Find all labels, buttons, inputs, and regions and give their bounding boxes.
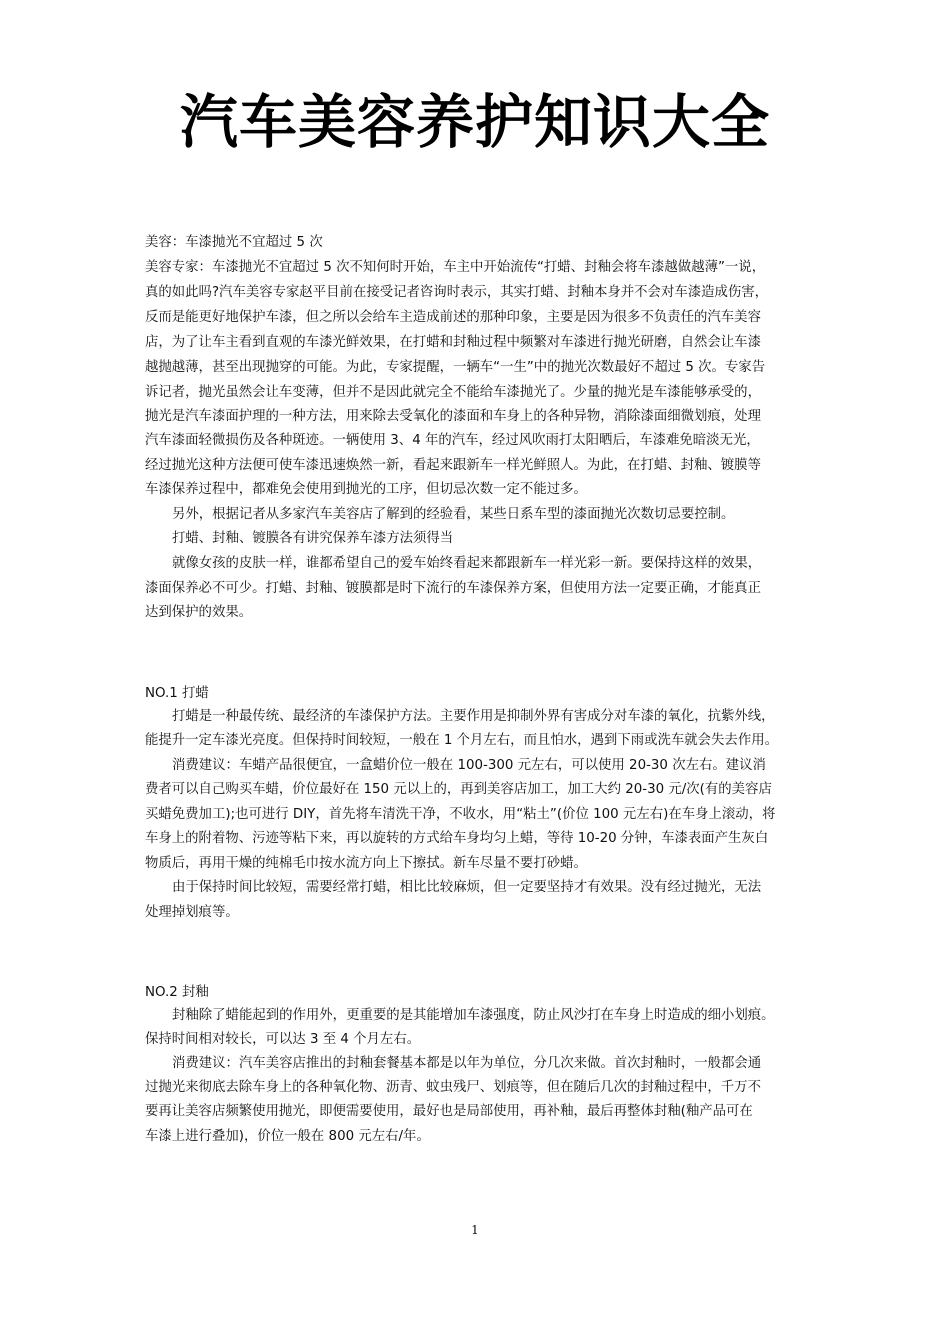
- paragraph-line: 店，为了让车主看到直观的车漆光鲜效果，在打蜡和封釉过程中频繁对车漆进行抛光研磨，自然会让车漆: [145, 335, 761, 350]
- paragraph-line: 诉记者，抛光虽然会让车变薄，但并不是因此就完全不能给车漆抛光了。少量的抛光是车漆能够承受的，: [145, 385, 761, 400]
- paragraph-line: 买蜡免费加工);也可进行 DIY，首先将车清洗干净，不收水，用“粘土”(价位 100 元左右)在车身上滚动，将: [145, 807, 776, 822]
- paragraph-line: 抛光是汽车漆面护理的一种方法，用来除去受氧化的漆面和车身上的各种异物，消除漆面细微划痕，处理: [145, 409, 761, 424]
- paragraph-line: 漆面保养必不可少。打蜡、封釉、镀膜都是时下流行的车漆保养方案，但使用方法一定要正确，才能真正: [145, 581, 761, 596]
- paragraph-line: 另外，根据记者从多家汽车美容店了解到的经验看，某些日系车型的漆面抛光次数切忌要控制。: [172, 507, 735, 522]
- paragraph-line: 消费建议：车蜡产品很便宜，一盒蜡价位一般在 100-300 元左右，可以使用 20-30 次左右。建议消: [172, 758, 766, 773]
- paragraph-line: 经过抛光这种方法便可使车漆迅速焕然一新，看起来跟新车一样光鲜照人。为此，在打蜡、封釉、镀膜等: [145, 458, 761, 473]
- paragraph-line: 美容：车漆抛光不宜超过 5 次: [145, 235, 323, 250]
- paragraph-line: 反而是能更好地保护车漆，但之所以会给车主造成前述的那种印象，主要是因为很多不负责任的汽车美容: [145, 310, 761, 325]
- paragraph-line: 物质后，再用干燥的纯棉毛巾按水流方向上下擦拭。新车尽量不要打砂蜡。: [145, 856, 587, 871]
- paragraph-line: 车身上的附着物、污迹等粘下来，再以旋转的方式给车身均匀上蜡，等待 10-20 分钟，车漆表面产生灰白: [145, 831, 769, 846]
- paragraph-line: 要再让美容店频繁使用抛光，即便需要使用，最好也是局部使用，再补釉，最后再整体封釉(釉产品可在: [145, 1104, 753, 1119]
- paragraph-line: 达到保护的效果。: [145, 605, 253, 620]
- paragraph-line: 车漆上进行叠加)，价位一般在 800 元左右/年。: [145, 1129, 430, 1144]
- paragraph-line: 汽车漆面轻微损伤及各种斑迹。一辆使用 3、4 年的汽车，经过风吹雨打太阳晒后，车漆难免暗淡无光，: [145, 433, 760, 448]
- page-number: 1: [471, 1223, 479, 1237]
- paragraph-line: 能提升一定车漆光亮度。但保持时间较短，一般在 1 个月左右，而且怕水，遇到下雨或洗车就会失去作用。: [145, 733, 778, 748]
- paragraph-line: 处理掉划痕等。: [145, 905, 239, 920]
- paragraph-line: 由于保持时间比较短，需要经常打蜡，相比比较麻烦，但一定要坚持才有效果。没有经过抛光，无法: [172, 880, 762, 895]
- paragraph-line: 打蜡是一种最传统、最经济的车漆保护方法。主要作用是抑制外界有害成分对车漆的氧化，抗紫外线，: [172, 709, 775, 724]
- section-heading-no1: NO.1 打蜡: [145, 686, 209, 701]
- section-subheading: 打蜡、封釉、镀膜各有讲究保养车漆方法须得当: [172, 531, 454, 546]
- paragraph-line: 封釉除了蜡能起到的作用外，更重要的是其能增加车漆强度，防止风沙打在车身上时造成的细小划痕。: [172, 1008, 775, 1023]
- paragraph-line: 就像女孩的皮肤一样，谁都希望自己的爱车始终看起来都跟新车一样光彩一新。要保持这样的效果，: [172, 556, 762, 571]
- paragraph-line: 过抛光来彻底去除车身上的各种氧化物、沥青、蚊虫残尸、划痕等，但在随后几次的封釉过程中，千万不: [145, 1080, 761, 1095]
- page-title: 汽车美容养护知识大全: [179, 88, 770, 156]
- paragraph-line: 真的如此吗?汽车美容专家赵平目前在接受记者咨询时表示，其实打蜡、封釉本身并不会对车漆造成伤害，: [145, 285, 769, 300]
- section-heading-no2: NO.2 封釉: [145, 985, 209, 1000]
- paragraph-line: 越抛越薄，甚至出现抛穿的可能。为此，专家提醒，一辆车“一生”中的抛光次数最好不超过 5 次。专家告: [145, 360, 766, 375]
- paragraph-line: 美容专家：车漆抛光不宜超过 5 次不知何时开始，车主中开始流传“打蜡、封釉会将车漆越做越薄”一说，: [145, 260, 766, 275]
- paragraph-line: 消费建议：汽车美容店推出的封釉套餐基本都是以年为单位，分几次来做。首次封釉时，一般都会通: [172, 1056, 762, 1071]
- paragraph-line: 保持时间相对较长，可以达 3 至 4 个月左右。: [145, 1032, 421, 1047]
- paragraph-line: 费者可以自己购买车蜡，价位最好在 150 元以上的，再到美容店加工，加工大约 20-30 元/次(有的美容店: [145, 782, 772, 797]
- paragraph-line: 车漆保养过程中，都难免会使用到抛光的工序，但切忌次数一定不能过多。: [145, 482, 587, 497]
